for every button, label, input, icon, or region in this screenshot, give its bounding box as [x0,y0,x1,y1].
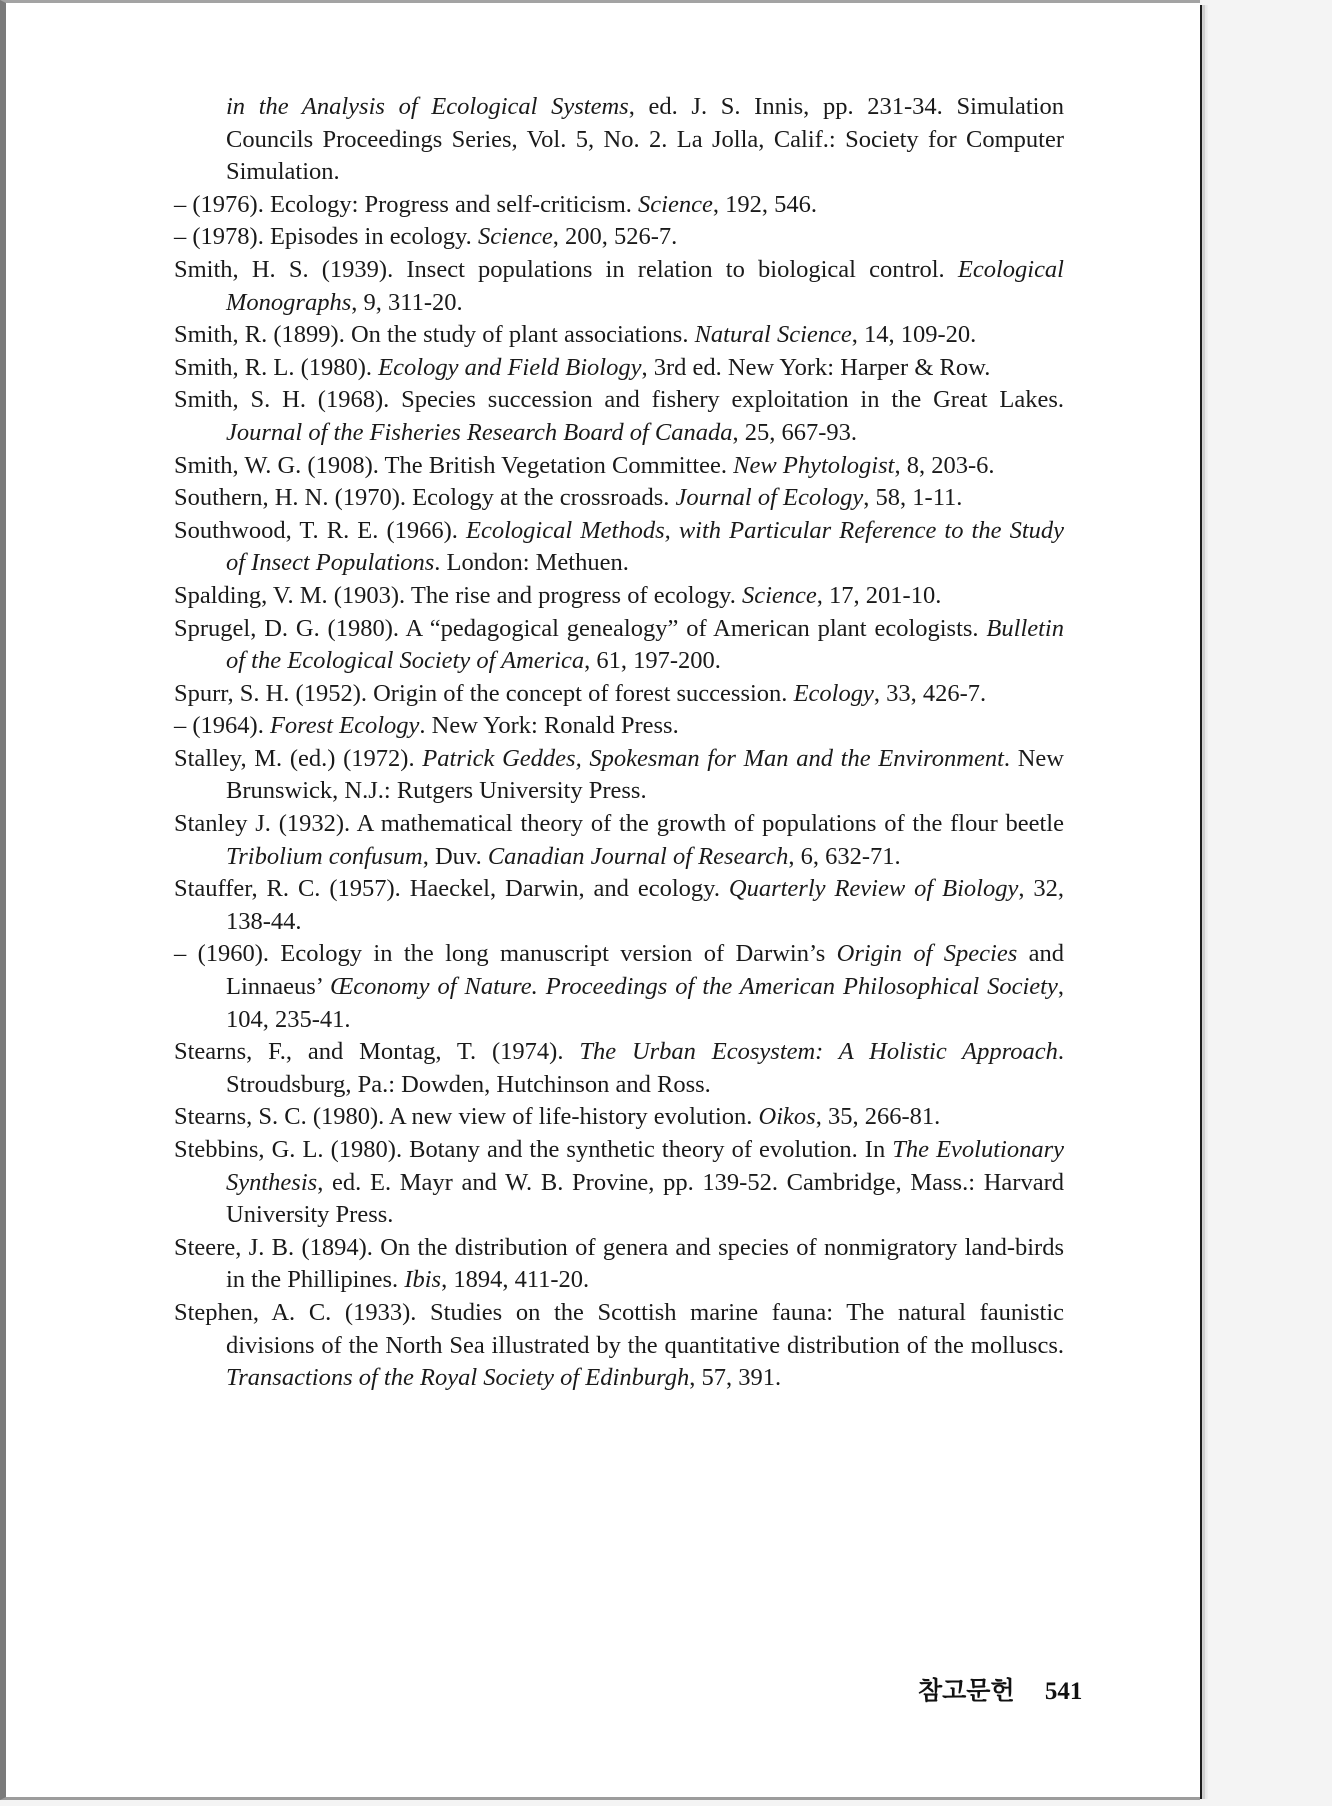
reference-title-italic: Science [741,581,817,609]
reference-entry [174,613,1064,678]
reference-text: , ed. E. Mayr and W. B. Provine, pp. 139-52. Cambridge, Mass.: Harvard University Press. [226,1168,1064,1229]
reference-text: , 6, 632-71. [788,842,901,870]
reference-entry [174,938,1064,1036]
reference-entry [174,254,1064,319]
reference-text: – (1978). Episodes in ecology. [174,223,478,251]
reference-text: , Duv. [422,842,488,870]
reference-text: , 1894, 411-20. [441,1266,590,1294]
reference-entry [174,1036,1064,1101]
reference-entry [174,743,1064,808]
reference-entry [174,482,1064,515]
reference-text: Smith, W. G. (1908). The British Vegetation Committee. [174,451,734,479]
reference-title-italic: Natural Science [694,321,852,349]
reference-title-italic: Ecology and Field Biology [378,353,642,381]
reference-entry [174,808,1064,873]
reference-entry [174,1101,1064,1134]
reference-text: Stanley J. (1932). A mathematical theory of the growth of populations of the flour beetle [174,810,1064,838]
reference-entry [174,1232,1064,1297]
reference-text: Stebbins, G. L. (1980). Botany and the synthetic theory of evolution. In [174,1136,893,1163]
reference-title-italic: Oikos [758,1103,816,1131]
reference-title-italic: Canadian Journal of Research [487,842,789,870]
reference-title-italic: Ibis [404,1266,442,1294]
reference-text: , ed. J. S. Innis, pp. 231-34. Simulation Councils Proceedings Series, Vol. 5, No. 2. La Jolla, Calif.: Society for Computer Simulation. [226,93,1064,186]
reference-entry [174,710,1064,743]
reference-text: Smith, R. (1899). On the study of plant associations. [174,321,695,349]
reference-title-italic: Science [638,190,713,218]
reference-text: . New Brunswick, N.J.: Rutgers University Press. [226,744,1064,805]
reference-entry [174,1297,1064,1395]
reference-entry [174,580,1064,613]
reference-entry [174,352,1064,385]
reference-text: Steere, J. B. (1894). On the distribution of genera and species of nonmigratory land-birds in the Phillipines. [174,1233,1064,1294]
reference-text: , 104, 235-41. [226,973,1064,1033]
reference-text: Spalding, V. M. (1903). The rise and progress of ecology. [174,581,742,609]
reference-entry [174,384,1064,449]
reference-title-italic: Bulletin of the Ecological Society of America [226,614,1064,675]
reference-text: – (1960). Ecology in the long manuscript version of Darwin’s [174,940,837,968]
reference-text: Stalley, M. (ed.) (1972). [174,744,423,772]
reference-title-italic: The Urban Ecosystem: A Holistic Approach [579,1038,1058,1066]
reference-entry [174,450,1064,483]
reference-text: , 33, 426-7. [873,679,987,707]
reference-text: Spurr, S. H. (1952). Origin of the concept of forest succession. [174,679,794,707]
reference-text: , 8, 203-6. [894,451,995,479]
reference-title-italic: Patrick Geddes, Spokesman for Man and the Environment [422,744,1004,772]
reference-entry [174,319,1064,352]
reference-text: , 32, 138-44. [226,875,1065,935]
reference-text: – (1964). [174,712,270,740]
reference-text: , 192, 546. [712,190,817,218]
reference-text: . Stroudsburg, Pa.: Dowden, Hutchinson and Ross. [226,1038,1064,1098]
reference-title-italic: Transactions of the Royal Society of Edinburgh [226,1364,690,1392]
reference-title-italic: in the Analysis of Ecological Systems [226,93,629,120]
page-footer [918,1671,1082,1707]
reference-entry [174,91,1064,189]
reference-text: and Linnaeus’ [226,940,1064,1001]
reference-text: . London: Methuen. [434,549,629,577]
reference-title-italic: Forest Ecology [269,712,420,740]
reference-text: , 3rd ed. New York: Harper & Row. [641,353,991,381]
reference-entry [174,515,1064,580]
reference-title-italic: Journal of the Fisheries Research Board of Canada [226,418,733,446]
reference-title-italic: Ecological Monographs [226,255,1064,316]
reference-title-italic: Tribolium confusum [226,842,423,870]
reference-title-italic: Science [477,223,553,251]
reference-title-italic: Quarterly Review of Biology [728,875,1019,903]
reference-text: , 17, 201-10. [816,581,942,609]
reference-entry [174,221,1064,254]
reference-text: Stearns, S. C. (1980). A new view of life-history evolution. [174,1103,759,1131]
reference-text: , 61, 197-200. [584,647,721,675]
reference-entry [174,873,1064,938]
reference-entry [174,1134,1064,1232]
reference-entry [174,189,1064,222]
reference-text: Smith, H. S. (1939). Insect populations in relation to biological control. [174,255,958,283]
reference-text: Smith, S. H. (1968). Species succession and fishery exploitation in the Great Lakes. [174,386,1064,414]
reference-text: , 200, 526-7. [552,223,678,251]
reference-text: Stearns, F., and Montag, T. (1974). [174,1038,580,1066]
reference-title-italic: Journal of Ecology [675,484,864,512]
reference-title-italic: Ecological Methods, with Particular Reference to the Study of Insect Populations [226,516,1064,577]
reference-title-italic: Ecology [793,679,874,707]
reference-text: Sprugel, D. G. (1980). A “pedagogical genealogy” of American plant ecologists. [174,614,987,642]
reference-text: , 9, 311-20. [351,288,463,316]
reference-text: , 58, 1-11. [863,484,963,512]
reference-text: , 25, 667-93. [732,418,858,446]
reference-entry [174,678,1064,711]
reference-text: , 14, 109-20. [851,321,977,349]
reference-text: – (1976). Ecology: Progress and self-criticism. [174,190,639,218]
reference-text: . New York: Ronald Press. [419,712,679,740]
reference-text: Smith, R. L. (1980). [174,353,379,381]
reference-text: Stephen, A. C. (1933). Studies on the Scottish marine fauna: The natural faunistic divisions of the North Sea illustrated by the quantitative distribution of the molluscs. [174,1298,1064,1359]
reference-title-italic: Origin of Species [836,940,1018,968]
page-number: 541 [1044,1678,1083,1705]
reference-text: Stauffer, R. C. (1957). Haeckel, Darwin, and ecology. [174,875,729,903]
reference-title-italic: The Evolutionary Synthesis [226,1136,1064,1196]
reference-text: , 35, 266-81. [815,1103,941,1131]
reference-list [174,91,1064,1395]
reference-title-italic: Œconomy of Nature. Proceedings of the American Philosophical Society [330,973,1058,1001]
reference-title-italic: New Phytologist [733,451,895,479]
running-footer-section-title: 참고문헌 [918,1678,1015,1705]
reference-text: Southwood, T. R. E. (1966). [174,516,467,544]
reference-text: , 57, 391. [689,1364,782,1392]
reference-text: Southern, H. N. (1970). Ecology at the crossroads. [174,484,676,512]
